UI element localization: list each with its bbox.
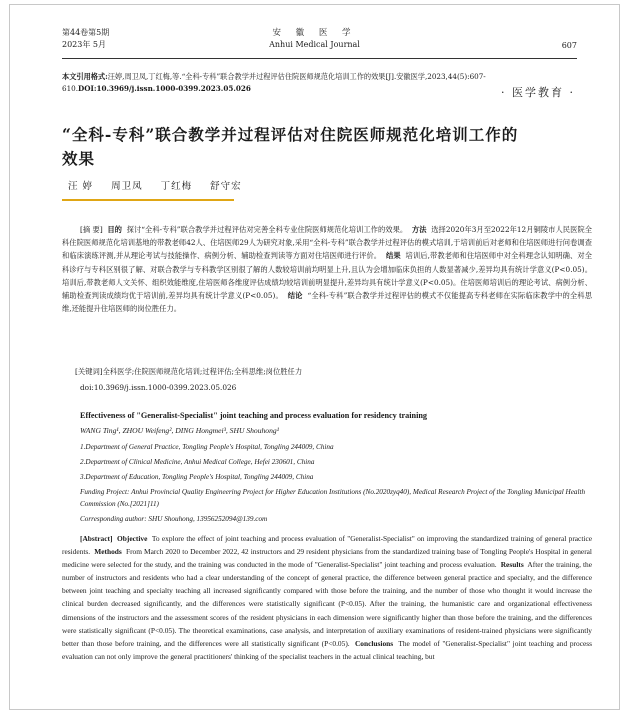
author: 丁红梅 — [160, 181, 193, 192]
header-divider — [62, 58, 577, 59]
objective-label: 目的 — [107, 225, 122, 234]
conclusions-en-label: Conclusions — [354, 638, 394, 648]
author-list — [68, 178, 256, 192]
citation-label: 本文引用格式: — [62, 72, 108, 81]
keywords-label: [关键词] — [75, 367, 103, 376]
journal-page — [9, 4, 620, 710]
funding-project: Funding Project: Anhui Provincial Quality Engineering Project for Higher Education Institutions (No.2020zyq40), Medical Research Project of the Tongling Municipal Health Commission (No.[2021]11) — [80, 488, 586, 508]
author: 舒守宏 — [210, 181, 242, 192]
methods-en-text: From March 2020 to December 2022, 42 instructors and 29 resident physicians from the standardized training base of Tongling People's Hospital in general medicine were selected for the study, and the training was conducted in the mode of "Generalist-Specialist" joint teaching and process evaluation. — [62, 547, 592, 570]
page-number: 607 — [561, 41, 577, 50]
conclusion-text: “全科-专科”联合教学并过程评估的模式不仅能提高专科老师在实际临床教学中的全科思维,还能提升住培医师的岗位胜任力。 — [62, 291, 592, 314]
results-en-text: After the training, the number of instructors and residents who had a clear understanding of the concept of general practice, the difference between general practice and specialty, and the difference between joint teaching and specialty teaching all increased significantly compared with those before the training, and the number of those who thought it would increase the clinical burden decreased significantly, and the differences were statistically significant (P<0.05). After the training, the humanistic care and organizational effectiveness dimensions of the instructors and the assessment scores of the resident physicians in each dimension were significantly higher than those before the training, and the differences were statistically significant (P<0.05). The theoretical examinations, case analysis, and interpretation of auxiliary examinations of resident-trained physicians were significantly better than those before training, and the differences were all statistically significant (P<0.05). — [62, 560, 592, 648]
objective-en-text: To explore the effect of joint teaching and process evaluation of "Generalist-Specialist" on improving the standardized training of general practice residents. — [62, 534, 593, 557]
keywords-text: 全科医学;住院医师规范化培训;过程评估;全科思维;岗位胜任力 — [102, 367, 303, 376]
issue-date: 2023年 5月 — [62, 40, 106, 49]
objective-text: 探讨“全科-专科”联合教学并过程评估对完善全科专业住院医师规范化培训工作的效果。 — [126, 225, 408, 234]
conclusion-label: 结论 — [287, 291, 303, 301]
article-title: “全科-专科”联合教学并过程评估对住院医师规范化培训工作的效果 — [62, 125, 519, 168]
results-en-label: Results — [500, 560, 524, 570]
methods-text: 选择2020年3月至2022年12月铜陵市人民医院全科住院医师规范化培训基地的带教老师42人、住培医师29人为研究对象,采用“全科-专科”联合教学并过程评估的模式培训,于培训前后对老师和住培医师进行问卷调查和临床演练评测,并从理论考试与技能操作、病例分析、辅助检查判读等方面对住培医师进行评价。 — [62, 225, 593, 261]
objective-en-label: Objective — [117, 534, 148, 543]
doi-line: doi:10.3969/j.issn.1000-0399.2023.05.026 — [80, 383, 237, 392]
citation-format — [62, 71, 502, 95]
citation-doi: DOI:10.3969/j.issn.1000-0399.2023.05.026 — [78, 84, 251, 93]
column-tag: · 医学教育 · — [501, 86, 575, 99]
methods-en-label: Methods — [94, 547, 122, 557]
citation-text: 汪婷,周卫凤,丁红梅,等.“全科-专科”联合教学并过程评估住院医师规范化培训工作的效果[J].安徽医学,2023,44(5):607-610. — [62, 72, 486, 93]
methods-label: 方法 — [411, 225, 427, 234]
abstract-en — [62, 532, 592, 663]
english-authors: WANG Ting¹, ZHOU Weifeng², DING Hongmei³, SHU Shouhong¹ — [80, 426, 279, 435]
header-journal — [10, 27, 619, 51]
author: 汪 婷 — [68, 181, 94, 192]
volume-issue: 第44卷第5期 — [62, 28, 110, 37]
results-label: 结果 — [385, 251, 401, 261]
abstract-label: [摘 要] — [80, 225, 103, 234]
author: 周卫凤 — [111, 181, 143, 192]
affiliation: 2.Department of Clinical Medicine, Anhui Medical College, Hefei 230601, China — [80, 458, 315, 466]
author-underline — [62, 199, 234, 201]
keywords — [75, 367, 302, 377]
abstract-cn — [62, 223, 592, 315]
affiliation: 3.Department of Education, Tongling People's Hospital, Tongling 244009, China — [80, 473, 314, 481]
abstract-en-label: [Abstract] — [80, 534, 113, 543]
conclusions-en-text: The model of "Generalist-Specialist" joint teaching and process evaluation can not only improve the general practitioners' thinking of the specialist teachers in the actual clinical teaching, but — [62, 638, 593, 661]
journal-name-cn: 安 徽 医 学 — [272, 28, 357, 38]
english-title: Effectiveness of "Generalist-Specialist" joint teaching and process evaluation for residency training — [80, 411, 428, 420]
journal-name-en: Anhui Medical Journal — [269, 40, 360, 49]
corresponding-author: Corresponding author: SHU Shouhong, 13956252094@139.com — [80, 515, 268, 523]
affiliation: 1.Department of General Practice, Tongling People's Hospital, Tongling 244009, China — [80, 443, 334, 451]
results-text: 培训后,带教老师和住培医师中对全科理念认知明确、对全科诊疗与专科区别很了解、对联合教学与专科教学区别很了解的人数较培训前均明显上升,且认为会增加临床负担的人数显著减少,差异均具有统计学意义(P<0.05)。培训后,带教老师人文关怀、组织效能维度,住培医师各维度评估成绩均较培训前明显提升,差异均具有统计学意义(P<0.05)。住培医师培训后的理论考试、病例分析、辅助检查判读成绩均优于培训前,差异均具有统计学意义(P<0.05)。 — [62, 251, 593, 301]
